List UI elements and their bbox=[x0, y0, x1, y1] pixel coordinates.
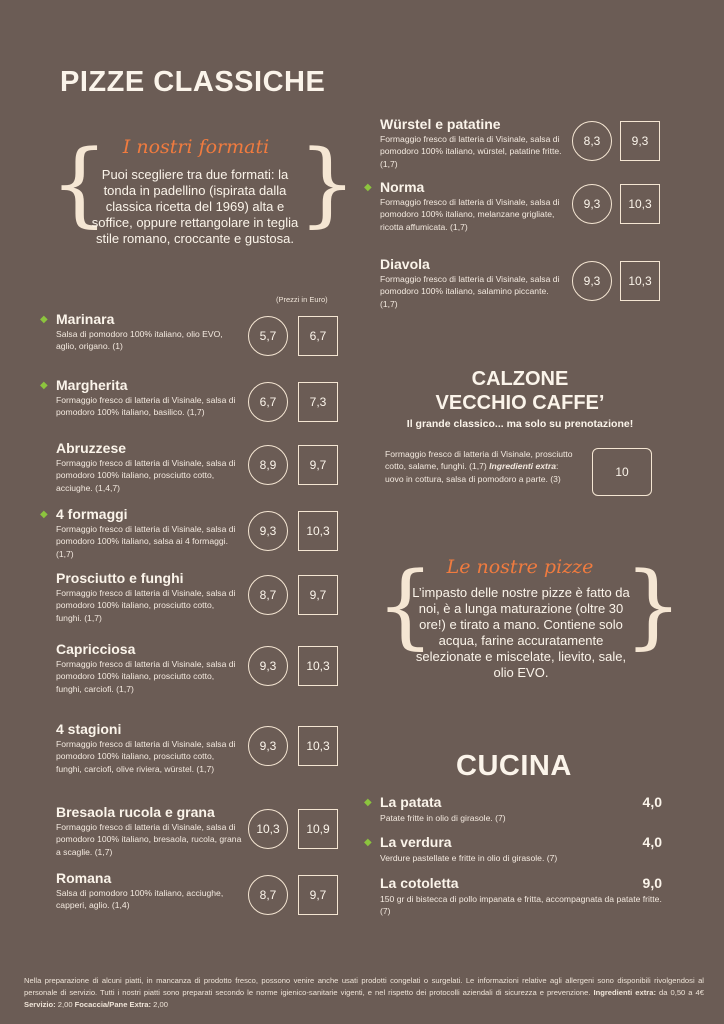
page-title: PIZZE CLASSICHE bbox=[60, 66, 326, 98]
price-round: 8,3 bbox=[572, 121, 612, 161]
pizza-desc: Salsa di pomodoro 100% italiano, acciughe, capperi, aglio. (1,4) bbox=[56, 888, 224, 911]
calzone-extra-label: Ingredienti extra bbox=[489, 461, 556, 472]
cucina-name: La patata bbox=[380, 794, 442, 810]
formati-title: I nostri formati bbox=[122, 136, 270, 158]
pizza-name: Würstel e patatine bbox=[380, 116, 501, 132]
price-rectangular: 9,7 bbox=[298, 575, 338, 615]
pizza-desc: Formaggio fresco di latteria di Visinale, salsa di pomodoro 100% italiano, würstel, patatine fritte. (1,7) bbox=[380, 134, 562, 169]
pizza-name: 4 stagioni bbox=[56, 721, 122, 737]
footer-focaccia-value: 2,00 bbox=[151, 1000, 168, 1009]
pizza-name: Romana bbox=[56, 870, 112, 886]
cucina-name: La verdura bbox=[380, 834, 452, 850]
pizza-desc: Salsa di pomodoro 100% italiano, olio EVO, aglio, origano. (1) bbox=[56, 329, 223, 352]
cucina-desc: 150 gr di bistecca di pollo impanata e fritta, accompagnata da patate fritte. (7) bbox=[380, 894, 662, 917]
pizza-name: Margherita bbox=[56, 377, 128, 393]
footer-note bbox=[24, 975, 704, 1011]
footer-extra-label: Ingredienti extra: bbox=[593, 988, 656, 997]
price-rectangular: 9,3 bbox=[620, 121, 660, 161]
pizza-name: Norma bbox=[380, 179, 425, 195]
calzone-price: 10 bbox=[592, 448, 652, 496]
price-round: 10,3 bbox=[248, 809, 288, 849]
price-rectangular: 9,7 bbox=[298, 875, 338, 915]
price-round: 6,7 bbox=[248, 382, 288, 422]
price-round: 9,3 bbox=[572, 184, 612, 224]
right-brace-2: } bbox=[624, 552, 683, 659]
pizza-name: Abruzzese bbox=[56, 440, 127, 456]
cucina-desc: Verdure pastellate e fritte in olio di girasole. (7) bbox=[380, 853, 558, 863]
left-brace-2: { bbox=[376, 552, 435, 659]
formati-text: Puoi scegliere tra due formati: la tonda in padellino (ispirata dalla classica ricetta del 1969) alta e soffice, oppure rettangolare in teglia stile romano, croccante e gustosa. bbox=[91, 167, 299, 246]
pizza-desc: Formaggio fresco di latteria di Visinale, salsa di pomodoro 100% italiano, basilico. (1,7) bbox=[56, 395, 236, 418]
footer-extra-value: da 0,50 a 4€ bbox=[656, 988, 705, 997]
cucina-name: La cotoletta bbox=[380, 875, 459, 891]
pizza-name: Diavola bbox=[380, 256, 430, 272]
pizza-name: 4 formaggi bbox=[56, 506, 128, 522]
pizza-name: Prosciutto e funghi bbox=[56, 570, 184, 586]
price-rectangular: 9,7 bbox=[298, 445, 338, 485]
price-rectangular: 10,9 bbox=[298, 809, 338, 849]
cucina-price: 4,0 bbox=[642, 834, 662, 850]
price-round: 8,9 bbox=[248, 445, 288, 485]
footer-servizio-label: Servizio: bbox=[24, 1000, 56, 1009]
price-round: 8,7 bbox=[248, 875, 288, 915]
calzone-subtitle: Il grande classico... ma solo su prenotazione! bbox=[406, 418, 634, 430]
price-round: 9,3 bbox=[248, 726, 288, 766]
calzone-title-line2: VECCHIO CAFFE’ bbox=[435, 392, 605, 414]
calzone-title bbox=[410, 367, 630, 415]
nostre-text: L’impasto delle nostre pizze è fatto da noi, è a lunga maturazione (oltre 30 ore!) e tirato a mano. Contiene solo acqua, farine accuratamente selezionate e miscelate, lievito, sale, olio EVO. bbox=[412, 585, 630, 680]
diamond-icon: ◆ bbox=[40, 314, 48, 325]
diamond-icon: ◆ bbox=[364, 837, 372, 848]
price-rectangular: 10,3 bbox=[298, 726, 338, 766]
pizza-desc: Formaggio fresco di latteria di Visinale, salsa di pomodoro 100% italiano, salsa ai 4 formaggi. (1,7) bbox=[56, 524, 236, 559]
price-round: 9,3 bbox=[248, 511, 288, 551]
price-rectangular: 7,3 bbox=[298, 382, 338, 422]
left-brace: { bbox=[50, 130, 109, 237]
price-round: 5,7 bbox=[248, 316, 288, 356]
price-rectangular: 10,3 bbox=[298, 511, 338, 551]
footer-text: Nella preparazione di alcuni piatti, in mancanza di prodotto fresco, possono venire anche usati prodotti congelati o surgelati. Le informazioni relative agli allergeni sono disponibili rivolgendosi al personale di servizio. Tutti i nostri piatti sono preparati secondo le norme igienico-sanitarie vigenti, e nel rispetto dei protocolli aziendali di sicurezza e prevenzione. bbox=[24, 976, 704, 997]
right-brace: } bbox=[298, 130, 357, 237]
cucina-title: CUCINA bbox=[456, 750, 572, 782]
calzone-desc-text: Formaggio fresco di latteria di Visinale, prosciutto cotto, salame, funghi. (1,7) bbox=[385, 449, 573, 472]
pizza-desc: Formaggio fresco di latteria di Visinale, salsa di pomodoro 100% italiano, prosciutto cotto, funghi, carciofi, olive riviera, würstel. (1,7) bbox=[56, 739, 236, 774]
pizza-name: Capricciosa bbox=[56, 641, 136, 657]
pizza-desc: Formaggio fresco di latteria di Visinale, salsa di pomodoro 100% italiano, melanzane grigliate, ricotta affumicata. (1,7) bbox=[380, 197, 560, 232]
diamond-icon: ◆ bbox=[40, 509, 48, 520]
pizza-name: Bresaola rucola e grana bbox=[56, 804, 215, 820]
pizza-name: Marinara bbox=[56, 311, 115, 327]
price-rectangular: 10,3 bbox=[298, 646, 338, 686]
nostre-title: Le nostre pizze bbox=[446, 556, 594, 578]
diamond-icon: ◆ bbox=[40, 380, 48, 391]
calzone-desc bbox=[385, 448, 575, 485]
pizza-desc: Formaggio fresco di latteria di Visinale, salsa di pomodoro 100% italiano, salamino piccante. (1,7) bbox=[380, 274, 560, 309]
price-rectangular: 10,3 bbox=[620, 184, 660, 224]
pizza-desc: Formaggio fresco di latteria di Visinale, salsa di pomodoro 100% italiano, prosciutto cotto, acciughe. (1,4,7) bbox=[56, 458, 236, 493]
price-round: 9,3 bbox=[572, 261, 612, 301]
price-round: 8,7 bbox=[248, 575, 288, 615]
price-rectangular: 6,7 bbox=[298, 316, 338, 356]
cucina-price: 9,0 bbox=[642, 875, 662, 891]
calzone-title-line1: CALZONE bbox=[471, 368, 569, 390]
diamond-icon: ◆ bbox=[364, 182, 372, 193]
footer-servizio-value: 2,00 bbox=[55, 1000, 75, 1009]
calzone-extra-text: : uovo in cottura, salsa di pomodoro a parte. (3) bbox=[385, 461, 561, 484]
pizza-desc: Formaggio fresco di latteria di Visinale, salsa di pomodoro 100% italiano, prosciutto cotto, funghi. (1,7) bbox=[56, 588, 236, 623]
pizza-desc: Formaggio fresco di latteria di Visinale, salsa di pomodoro 100% italiano, bresaola, rucola, grana a scaglie. (1,7) bbox=[56, 822, 242, 857]
pizza-desc: Formaggio fresco di latteria di Visinale, salsa di pomodoro 100% italiano, prosciutto cotto, funghi, carciofi. (1,7) bbox=[56, 659, 236, 694]
diamond-icon: ◆ bbox=[364, 797, 372, 808]
price-rectangular: 10,3 bbox=[620, 261, 660, 301]
cucina-desc: Patate fritte in olio di girasole. (7) bbox=[380, 813, 506, 823]
cucina-price: 4,0 bbox=[642, 794, 662, 810]
prices-note: (Prezzi in Euro) bbox=[276, 295, 328, 304]
price-round: 9,3 bbox=[248, 646, 288, 686]
footer-focaccia-label: Focaccia/Pane Extra: bbox=[74, 1000, 152, 1009]
